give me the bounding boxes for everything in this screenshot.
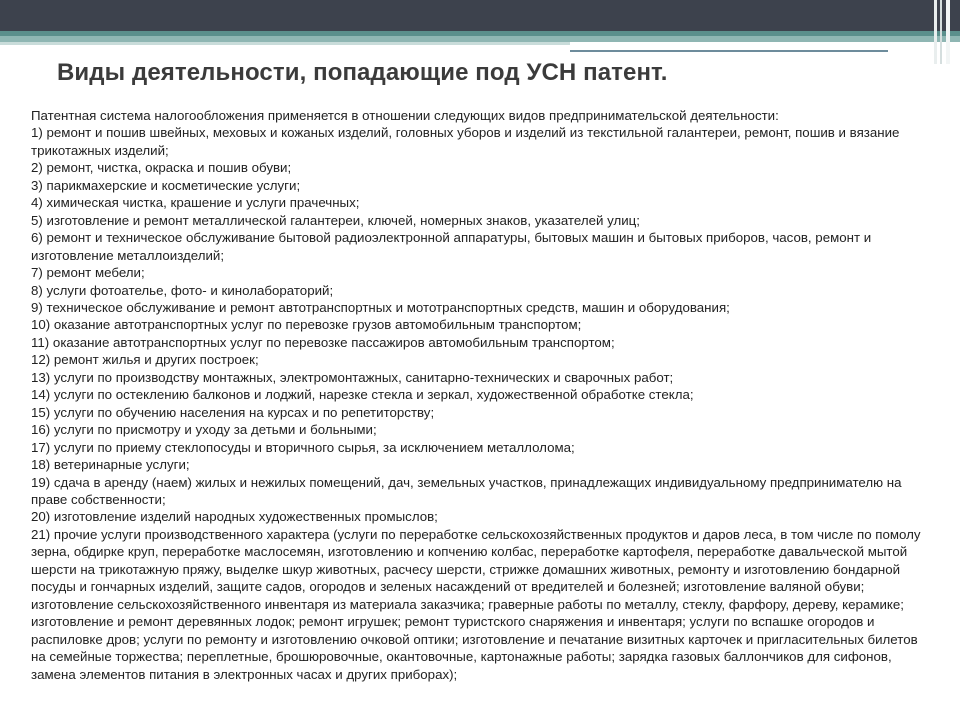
list-item: 1) ремонт и пошив швейных, меховых и кожаных изделий, головных уборов и изделий из текстильной галантереи, ремонт, пошив и вязание трикотажных изделий; <box>31 125 900 158</box>
list-item: 12) ремонт жилья и других построек; <box>31 352 259 368</box>
list-item: 3) парикмахерские и косметические услуги; <box>31 177 301 193</box>
slide-body <box>31 107 936 683</box>
decorative-bar <box>940 0 942 64</box>
list-item: 16) услуги по присмотру и уходу за детьми и больными; <box>31 422 377 438</box>
intro-paragraph: Патентная система налогообложения применяется в отношении следующих видов предпринимательской деятельности: <box>31 108 779 123</box>
slide-title: Виды деятельности, попадающие под УСН патент. <box>57 59 668 86</box>
list-item: 5) изготовление и ремонт металлической галантереи, ключей, номерных знаков, указателей улиц; <box>31 212 640 228</box>
list-item: 13) услуги по производству монтажных, электромонтажных, санитарно-технических и сварочных работ; <box>31 369 674 385</box>
list-item: 15) услуги по обучению населения на курсах и по репетиторству; <box>31 404 435 420</box>
list-item: 17) услуги по приему стеклопосуды и вторичного сырья, за исключением металлолома; <box>31 439 575 455</box>
header-accent-stripe-faint <box>0 42 570 45</box>
list-item: 20) изготовление изделий народных художественных промыслов; <box>31 509 438 525</box>
title-divider <box>570 50 888 52</box>
list-item: 9) техническое обслуживание и ремонт автотранспортных и мототранспортных средств, машин и оборудования; <box>31 299 730 315</box>
list-item: 19) сдача в аренду (наем) жилых и нежилых помещений, дач, земельных участков, принадлежащих индивидуальному предпринимателю на праве собственности; <box>31 474 902 507</box>
list-item: 8) услуги фотоателье, фото- и кинолабораторий; <box>31 282 334 298</box>
list-item: 2) ремонт, чистка, окраска и пошив обуви; <box>31 160 292 176</box>
decorative-bar <box>934 0 937 64</box>
list-item: 6) ремонт и техническое обслуживание бытовой радиоэлектронной аппаратуры, бытовых машин и бытовых приборов, часов, ремонт и изготовление металлоизделий; <box>31 230 872 263</box>
decorative-bar <box>946 0 950 64</box>
list-item: 4) химическая чистка, крашение и услуги прачечных; <box>31 195 360 211</box>
list-item: 18) ветеринарные услуги; <box>31 457 190 473</box>
list-item: 21) прочие услуги производственного характера (услуги по переработке сельскохозяйственных продуктов и даров леса, в том числе по помолу зерна, обдирке круп, переработке маслосемян, изготовлению и копчению колбас, переработке картофеля, переработке давальческой мытой шерсти на трикотажную пряжу, выделке шкур животных, расчесу шерсти, стрижке домашних животных, ремонту и изготовлению бондарной посуды и гончарных изделий, защите садов, огородов и зеленых насаждений от вредителей и болезней; изготовление валяной обуви; изготовление сельскохозяйственного инвентаря из материала заказчика; граверные работы по металлу, стеклу, фарфору, дереву, керамике; изготовление и ремонт деревянных лодок; ремонт игрушек; ремонт туристского снаряжения и инвентаря; услуги по вспашке огородов и распиловке дров; услуги по ремонту и изготовлению очковой оптики; изготовление и печатание визитных карточек и пригласительных билетов на семейные торжества; переплетные, брошюровочные, окантовочные, картонажные работы; зарядка газовых баллончиков для сифонов, замена элементов питания в электронных часах и других приборах); <box>31 526 921 682</box>
header-band <box>0 0 960 31</box>
list-item: 14) услуги по остеклению балконов и лоджий, нарезке стекла и зеркал, художественной обработке стекла; <box>31 387 694 403</box>
list-item: 7) ремонт мебели; <box>31 265 145 281</box>
list-item: 10) оказание автотранспортных услуг по перевозке грузов автомобильным транспортом; <box>31 317 582 333</box>
list-item: 11) оказание автотранспортных услуг по перевозке пассажиров автомобильным транспортом; <box>31 334 615 350</box>
